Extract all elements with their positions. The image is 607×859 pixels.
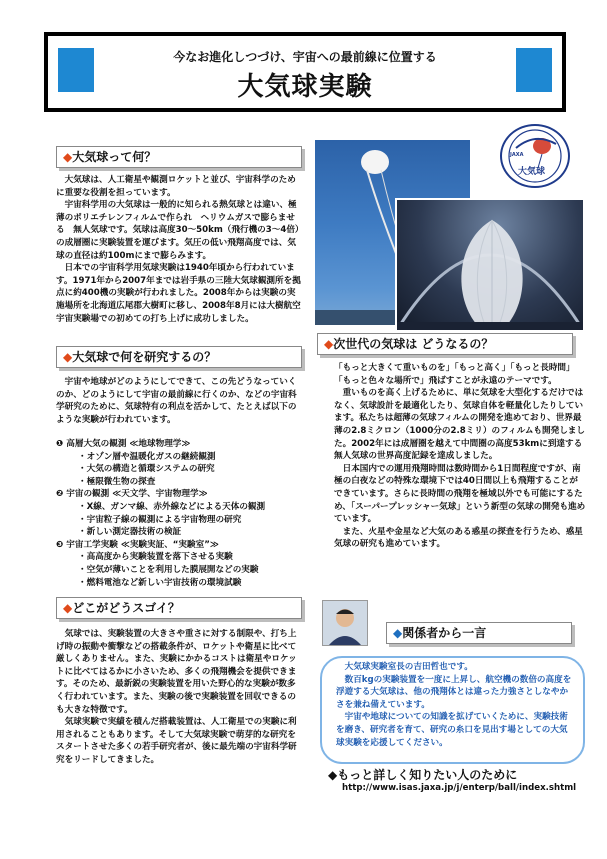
diamond-icon: ◆ (63, 350, 73, 364)
section-body-what: 大気球は、人工衛星や観測ロケットと並び、宇宙科学のために重要な役割を担っています。 宇宙科学用の大気球は一般的に知られる熱気球とは違い、極薄のポリエチレンフィルムで作られ ヘリウムガスで膨らませる 無人気球です。気球は高度30～50km（飛行機の3～4倍）の成層圏に実験装置を運びます。気圧の低い飛翔高度では、気球の直径は約100mにまで膨らみます。 日本での宇宙科学用気球実験は1940年頃から行われています。1971年から2007年までは岩手県の三陸大気球観測所を拠点に約400機の実験が行われました。2008年からは実験の実施場所を北海道広尾郡大樹町に移し、2008年8月には大樹航空宇宙実験場での初めての打ち上げに成功しました。 (56, 175, 301, 324)
research-list (56, 438, 306, 589)
research-category: ❶ 高層大気の観測 ≪地球物理学≫ (56, 439, 191, 449)
title-frame (44, 32, 566, 112)
diamond-icon: ◆ (63, 150, 73, 164)
list-item: ・高高度から実験装置を落下させる実験 (78, 552, 233, 563)
page-subtitle: 今なお進化しつづけ、宇宙への最前線に位置する (173, 50, 437, 64)
comment-text: 大気球実験室長の吉田哲也です。 数百kgの実験装置を一度に上昇し、航空機の数倍の高度を浮遊する大気球は、他の飛翔体とは違った力強さとしなやかさを兼ね備えています。 宇宙や地球についての知識を拡げていくために、実験技術を磨き、研究者を育て、研究の糸口を見出す場としての大気球実験を応援してください。 (336, 662, 572, 748)
diamond-icon: ◆ (324, 337, 334, 351)
list-item: ・大気の構造と循環システムの研究 (78, 464, 215, 475)
balloon-hangar-photo (395, 198, 585, 332)
logo-org: JAXA (510, 152, 524, 158)
section-body-great: 気球では、実験装置の大きさや重さに対する制限や、打ち上げ時の振動や衝撃などの搭載条件が、ロケットや衛星に比べて厳しくありません。また、実験にかかるコストは衛星やロケットに比べてはるかに小さいため、多くの飛翔機会を提供できます。そのため、最新鋭の実験装置を用いた野心的な実験が数多く行われています。また、実験の後で実験装置を回収できるのも大きな特徴です。 気球実験で実績を積んだ搭載装置は、人工衛星での実験に利用されることもあります。そして大気球実験で萌芽的な研究をスタートさせた多くの若手研究者が、後に最先端の宇宙科学研究をリードしてきました。 (56, 629, 297, 765)
more-info-heading: ◆もっと詳しく知りたい人のために (328, 768, 518, 782)
section-heading-research: ◆大気球で何を研究するの？ (56, 346, 302, 368)
list-item: ・燃料電池など新しい宇宙技術の環境試験 (78, 577, 242, 588)
section-heading-comment: ◆関係者から一言 (386, 622, 572, 644)
list-item: ・極限微生物の探査 (78, 476, 156, 487)
person-icon (323, 601, 367, 645)
list-item: ・X線、ガンマ線、赤外線などによる天体の観測 (78, 501, 266, 512)
section-heading-next: ◆次世代の気球は どうなるの？ (317, 333, 573, 355)
balloon-hangar-illustration (397, 200, 583, 330)
section-heading-great: ◆どこがどうスゴイ？ (56, 597, 302, 619)
diamond-icon: ◆ (63, 601, 73, 615)
list-item: ・新しい測定器技術の検証 (78, 527, 182, 538)
page-title: 大気球実験 (237, 72, 373, 102)
more-info-link[interactable]: http://www.isas.jaxa.jp/j/enterp/ball/index.shtml (342, 783, 577, 793)
avatar (322, 600, 368, 646)
diamond-icon: ◆ (393, 626, 403, 640)
list-item: ・宇宙粒子線の観測による宇宙物理の研究 (78, 514, 242, 525)
list-item: ・空気が薄いことを利用した膜展開などの実験 (78, 564, 259, 575)
research-category: ❷ 宇宙の観測 ≪天文学、宇宙物理学≫ (56, 489, 208, 500)
list-item: ・オゾン層や温暖化ガスの継続観測 (78, 451, 216, 462)
section-body-next: 「もっと大きくて重いものを」「もっと高く」「もっと長時間」「もっと色々な場所で」飛ばすことが永遠のテーマです。 重いものを高く上げるために、単に気球を大型化するだけではなく、気球設計を最適化したり、気球自体を軽量化したりしています。私たちは超薄の気球フィルムの開発を進めており、世界最薄の2.8ミクロン（1000分の2.8ミリ）のフィルムも開発しました。2002年には成層圏を越えて中間圏の高度53kmに到達する無人気球の世界高度記録を達成しました。 日本国内での運用飛翔時間は数時間から1日間程度ですが、南極の白夜などの特殊な環境下では40日間以上も飛翔することができています。さらに長時間の飛翔を極域以外でも可能にするため、「スーパープレッシャー気球」という新型の気球の開発も進めています。 また、火星や金星など大気のある惑星の探査を行うため、惑星気球の研究も進めています。 (334, 363, 586, 550)
section-intro-research: 宇宙や地球がどのようにしてできて、この先どうなっていくのか、どのようにして宇宙の最前線に行くのか、などの宇宙科学研究のために、気球特有の利点を活かして、たとえば以下のような実験が行われています。 (56, 377, 297, 425)
research-category: ❸ 宇宙工学実験 ≪実験実証、“実験室”≫ (56, 539, 219, 550)
section-heading-what: ◆大気球って何？ (56, 146, 302, 168)
logo-label: 大気球 (518, 167, 546, 177)
isas-balloon-logo (500, 124, 570, 188)
